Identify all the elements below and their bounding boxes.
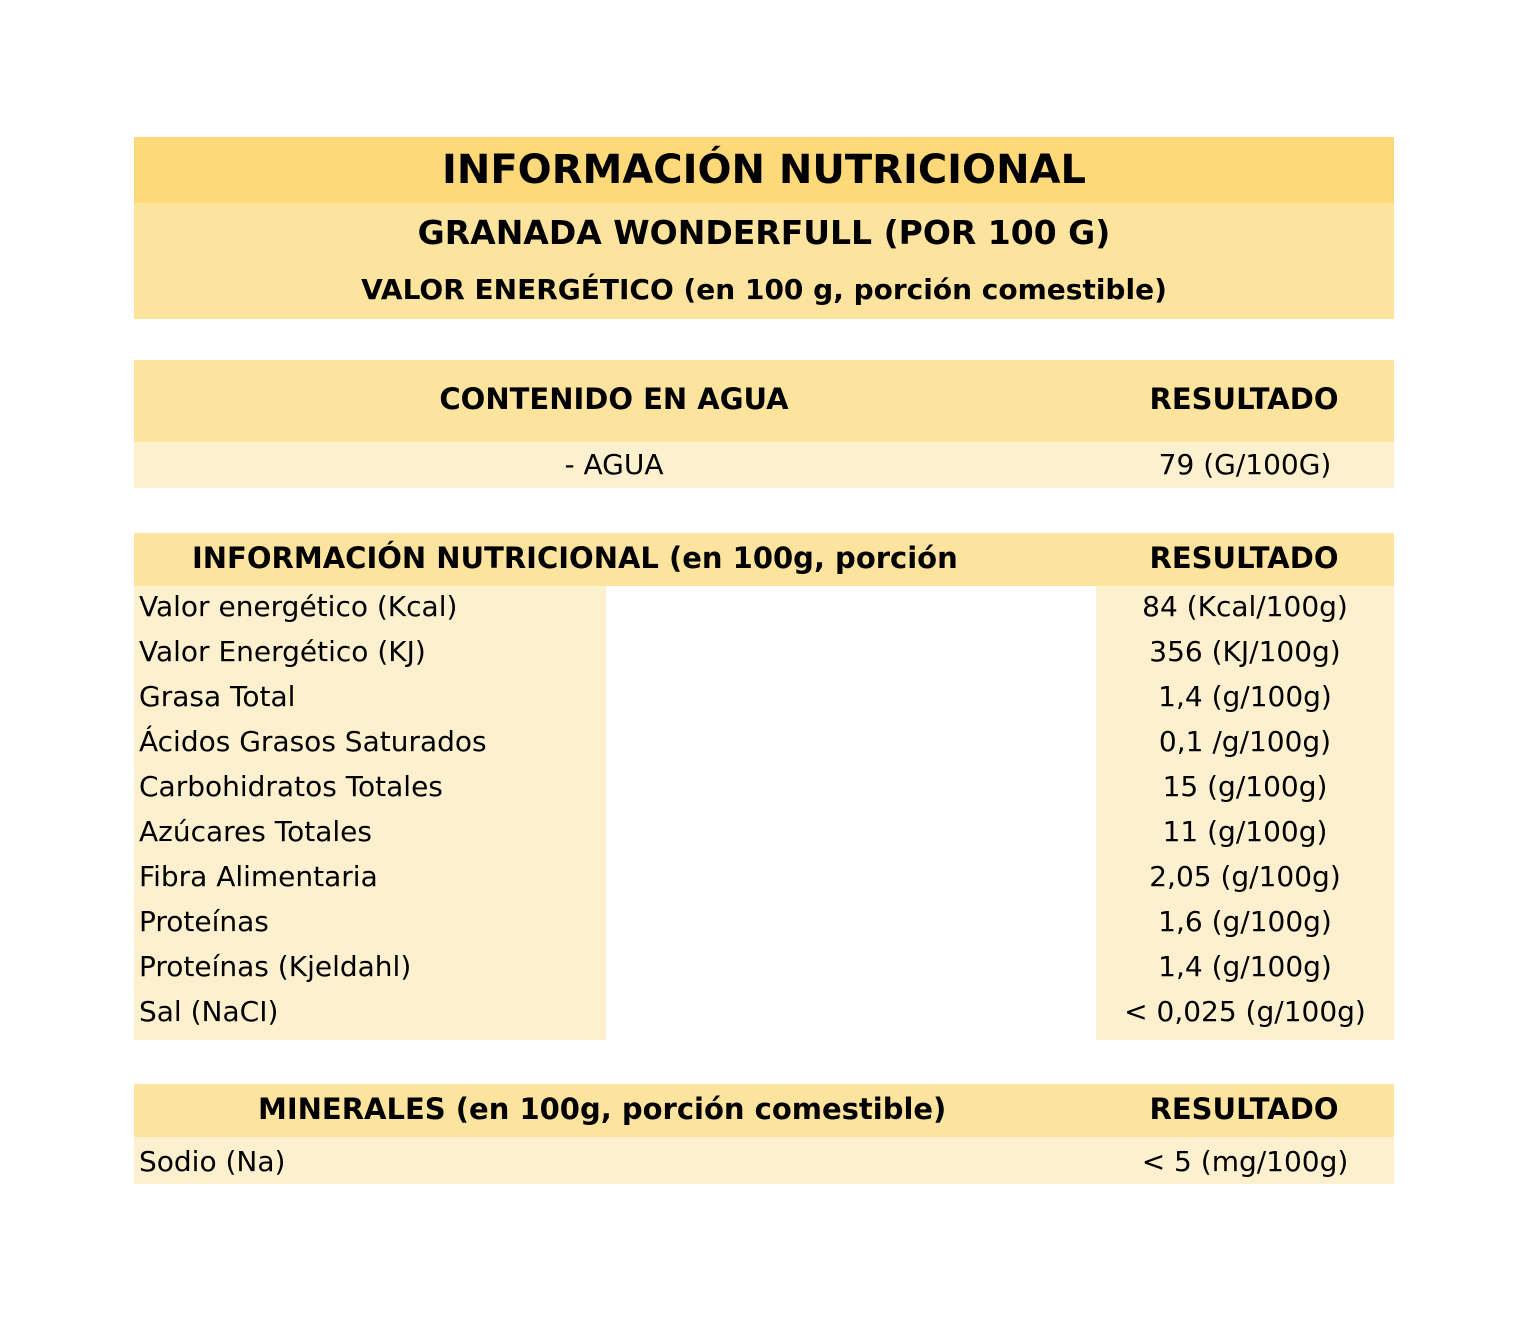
table-row (134, 995, 1394, 1040)
table-row (134, 815, 1394, 860)
table-row (134, 905, 1394, 950)
nutrition-header-result: RESULTADO (1149, 541, 1339, 575)
nutrition-table-header (134, 533, 1394, 586)
table-row (134, 590, 1394, 635)
water-header-result: RESULTADO (1149, 382, 1339, 416)
minerals-header-label: MINERALES (en 100g, porción comestible) (258, 1092, 947, 1126)
product-name: GRANADA WONDERFULL (POR 100 G) (417, 213, 1111, 252)
nutrient-label: Proteínas (139, 905, 269, 938)
nutrient-value: 1,6 (g/100g) (1158, 905, 1332, 938)
nutrition-header-label: INFORMACIÓN NUTRICIONAL (en 100g, porción (192, 541, 958, 575)
nutrient-value: 11 (g/100g) (1162, 815, 1328, 848)
nutrient-value: < 0,025 (g/100g) (1124, 995, 1366, 1028)
water-table-header (134, 360, 1394, 442)
nutrient-value: 356 (KJ/100g) (1149, 635, 1341, 668)
table-row (134, 725, 1394, 770)
nutrient-value: 84 (Kcal/100g) (1142, 590, 1348, 623)
title-subheader (134, 203, 1394, 319)
page-title: INFORMACIÓN NUTRICIONAL (134, 137, 1394, 203)
table-row (134, 680, 1394, 725)
minerals-table-header (134, 1084, 1394, 1137)
nutrient-value: 2,05 (g/100g) (1149, 860, 1341, 893)
table-row (134, 860, 1394, 905)
mineral-label: Sodio (Na) (139, 1145, 286, 1178)
nutrient-label: Valor energético (Kcal) (139, 590, 458, 623)
nutrient-label: Proteínas (Kjeldahl) (139, 950, 412, 983)
nutrient-label: Carbohidratos Totales (139, 770, 443, 803)
table-row (134, 770, 1394, 815)
nutrition-table (134, 533, 1394, 1040)
minerals-table (134, 1084, 1394, 1184)
water-row-label: - AGUA (564, 448, 664, 481)
nutrient-label: Fibra Alimentaria (139, 860, 378, 893)
water-table (134, 360, 1394, 488)
mineral-value: < 5 (mg/100g) (1141, 1145, 1349, 1178)
nutrient-value: 1,4 (g/100g) (1158, 680, 1332, 713)
nutrient-value: 0,1 /g/100g) (1158, 725, 1332, 758)
energy-subtitle: VALOR ENERGÉTICO (en 100 g, porción comestible) (361, 273, 1167, 306)
water-row-value: 79 (G/100G) (1158, 448, 1332, 481)
nutrient-value: 15 (g/100g) (1162, 770, 1328, 803)
nutrient-label: Grasa Total (139, 680, 296, 713)
title-block (134, 137, 1394, 319)
table-row (134, 950, 1394, 995)
nutrient-label: Valor Energético (KJ) (139, 635, 426, 668)
nutrient-value: 1,4 (g/100g) (1158, 950, 1332, 983)
nutrition-rows (134, 586, 1394, 1040)
minerals-header-result: RESULTADO (1149, 1092, 1339, 1126)
table-row (134, 442, 1394, 488)
nutrient-label: Ácidos Grasos Saturados (139, 725, 487, 758)
nutrient-label: Sal (NaCI) (139, 995, 279, 1028)
nutrient-label: Azúcares Totales (139, 815, 372, 848)
water-header-label: CONTENIDO EN AGUA (439, 382, 789, 416)
table-row (134, 635, 1394, 680)
table-row (134, 1137, 1394, 1184)
